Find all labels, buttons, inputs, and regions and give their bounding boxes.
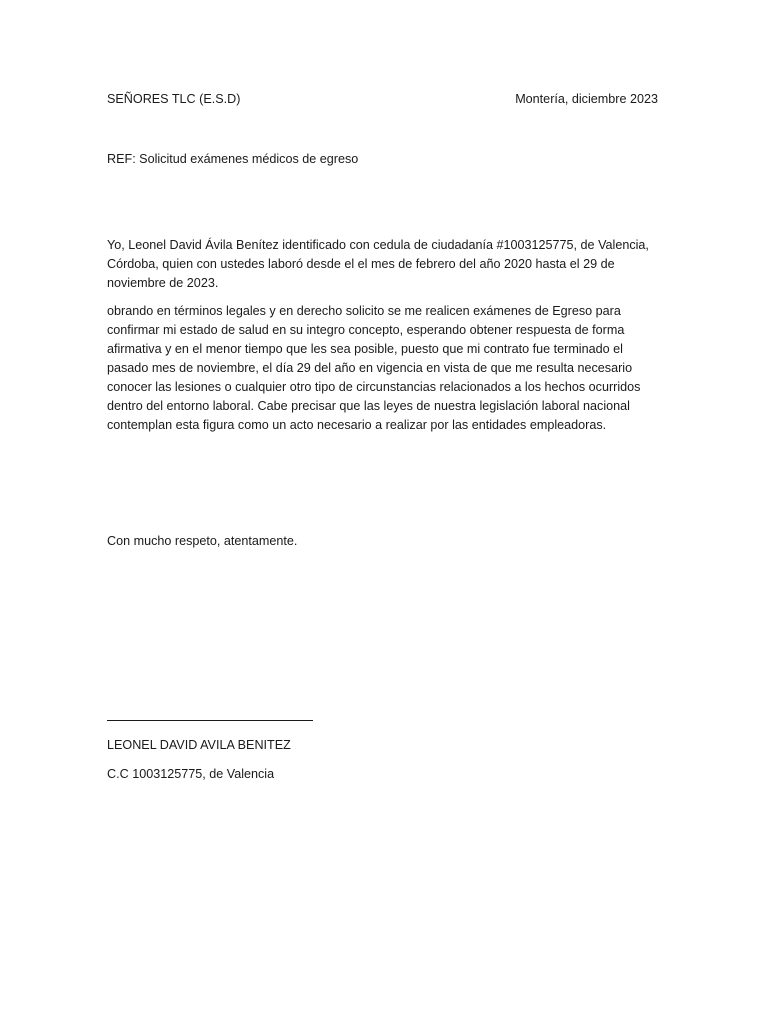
- body-paragraph-2: obrando en términos legales y en derecho solicito se me realicen exámenes de Egreso para confirmar mi estado de salud en su integro concepto, esperando obtener respuesta de forma afirmativa y en el menor tiempo que les sea posible, puesto que mi contrato fue terminado el pasado mes de noviembre, el día 29 del año en vigencia en vista de que me resulta necesario conocer las lesiones o cualquier otro tipo de circunstancias relacionados a los hechos ocurridos dentro del entorno laboral. Cabe precisar que las leyes de nuestra legislación laboral nacional contemplan esta figura como un acto necesario a realizar por las entidades empleadoras.: [107, 304, 641, 432]
- addressee: SEÑORES TLC (E.S.D): [107, 92, 241, 106]
- reference-line: REF: Solicitud exámenes médicos de egreso: [107, 152, 359, 166]
- body-paragraph-1: Yo, Leonel David Ávila Benítez identificado con cedula de ciudadanía #1003125775, de Valencia, Córdoba, quien con ustedes laboró desde el el mes de febrero del año 2020 hasta el 29 de noviembre de 2023.: [107, 238, 649, 290]
- signature-id: C.C 1003125775, de Valencia: [107, 767, 275, 781]
- closing-line: Con mucho respeto, atentamente.: [107, 534, 298, 548]
- signature-line: [107, 720, 313, 721]
- signature-name: LEONEL DAVID AVILA BENITEZ: [107, 738, 291, 752]
- place-date: Montería, diciembre 2023: [515, 92, 658, 106]
